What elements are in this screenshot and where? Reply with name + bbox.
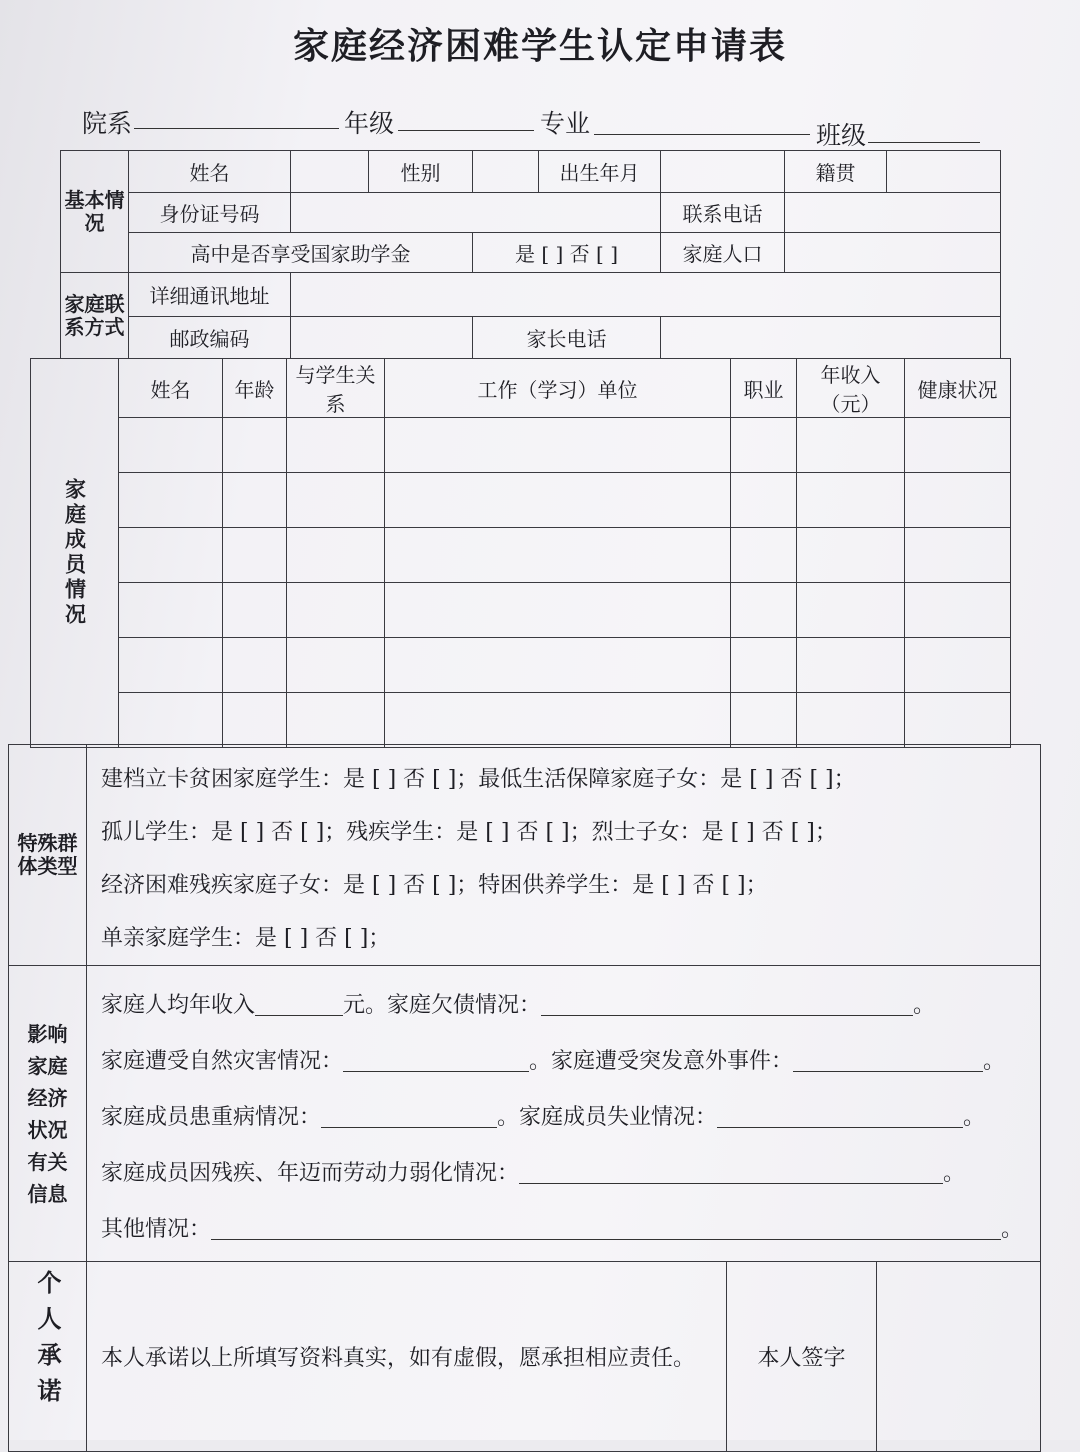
special-line[interactable]: 单亲家庭学生：是 [ ] 否 [ ]；	[101, 926, 391, 951]
major-field[interactable]	[594, 134, 810, 135]
major-label: 专业	[540, 109, 591, 138]
grade-label: 年级	[344, 109, 395, 138]
id-cell[interactable]	[291, 193, 661, 233]
grant-question: 高中是否享受国家助学金	[129, 233, 473, 273]
name-cell[interactable]	[291, 151, 369, 193]
disaster-field[interactable]	[343, 1047, 529, 1072]
dept-field[interactable]	[134, 128, 339, 129]
signature-label: 本人签字	[727, 1262, 877, 1452]
address-cell[interactable]	[291, 273, 1001, 317]
col-name: 姓名	[119, 359, 223, 418]
col-age: 年龄	[223, 359, 287, 418]
table-row[interactable]	[31, 693, 1011, 748]
pledge-text-cell	[87, 1262, 727, 1452]
form-title: 家庭经济困难学生认定申请表	[292, 25, 787, 67]
other-field[interactable]	[211, 1215, 1001, 1240]
economic-section-label: 影响家庭经济状况有关信息	[9, 966, 87, 1262]
table-row[interactable]	[31, 418, 1011, 473]
debt-field[interactable]	[541, 991, 913, 1016]
disaster-label: 家庭遭受自然灾害情况：	[101, 1049, 344, 1074]
yuan-label: 元。	[343, 993, 388, 1018]
accident-field[interactable]	[793, 1047, 983, 1072]
pledge-text: 本人承诺以上所填写资料真实，如有虚假，愿承担相应责任。	[101, 1346, 696, 1371]
members-section-label: 家庭成员情况	[31, 359, 119, 748]
disabled-field[interactable]	[519, 1159, 943, 1184]
gender-cell[interactable]	[473, 151, 539, 193]
unemployed-field[interactable]	[717, 1103, 963, 1128]
disabled-label: 家庭成员因残疾、年迈而劳动力弱化情况：	[101, 1161, 520, 1186]
native-cell[interactable]	[887, 151, 1001, 193]
class-label: 班级	[816, 121, 867, 150]
parent-phone-cell[interactable]	[661, 317, 1001, 359]
other-label: 其他情况：	[101, 1217, 212, 1242]
lower-table	[8, 744, 1041, 1452]
birth-cell[interactable]	[661, 151, 785, 193]
unemployed-label: 。家庭成员失业情况：	[497, 1105, 718, 1130]
phone-cell[interactable]	[785, 193, 1001, 233]
illness-field[interactable]	[321, 1103, 497, 1128]
native-label: 籍贯	[785, 151, 887, 193]
col-relation: 与学生关系	[287, 359, 385, 418]
gender-label: 性别	[369, 151, 473, 193]
dept-label: 院系	[82, 109, 133, 138]
contact-section-label: 家庭联系方式	[61, 273, 129, 359]
postcode-label: 邮政编码	[129, 317, 291, 359]
postcode-cell[interactable]	[291, 317, 473, 359]
col-workplace: 工作（学习）单位	[385, 359, 731, 418]
special-line[interactable]: 孤儿学生：是 [ ] 否 [ ]；残疾学生：是 [ ] 否 [ ]；烈士子女：是 [ ] 否 [ ]；	[101, 820, 837, 845]
special-line[interactable]: 经济困难残疾家庭子女：是 [ ] 否 [ ]；特困供养学生：是 [ ] 否 [ ]；	[101, 873, 768, 898]
phone-label: 联系电话	[661, 193, 785, 233]
address-label: 详细通讯地址	[129, 273, 291, 317]
col-occupation: 职业	[731, 359, 797, 418]
income-label: 家庭人均年收入	[101, 993, 256, 1018]
col-income: 年收入（元）	[797, 359, 905, 418]
class-field[interactable]	[868, 142, 980, 143]
accident-label: 。家庭遭受突发意外事件：	[529, 1049, 794, 1074]
economic-info: 家庭人均年收入 元。家庭欠债情况： 。 家庭遭受自然灾害情况： 。家庭遭受突发意外事件： 。 家庭成员患重病情况： 。家庭成员失业情况： 。 家庭成员因残疾、年迈而劳动力弱化情况： 。 其他情况： 。	[87, 966, 1041, 1262]
members-table	[30, 358, 1011, 748]
family-size-cell[interactable]	[785, 233, 1001, 273]
parent-phone-label: 家长电话	[473, 317, 661, 359]
debt-label: 家庭欠债情况：	[387, 993, 542, 1018]
basic-section-label: 基本情况	[61, 151, 129, 273]
special-line[interactable]: 建档立卡贫困家庭学生：是 [ ] 否 [ ]；最低生活保障家庭子女：是 [ ] 否 [ ]；	[101, 767, 856, 792]
table-row[interactable]	[31, 528, 1011, 583]
col-health: 健康状况	[905, 359, 1011, 418]
special-section-label: 特殊群体类型	[9, 745, 87, 966]
family-size-label: 家庭人口	[661, 233, 785, 273]
pledge-section-label: 个人承诺	[9, 1262, 87, 1452]
birth-label: 出生年月	[539, 151, 661, 193]
table-row[interactable]	[31, 583, 1011, 638]
table-row[interactable]	[31, 638, 1011, 693]
grant-options[interactable]: 是 [ ] 否 [ ]	[473, 233, 661, 273]
id-label: 身份证号码	[129, 193, 291, 233]
special-groups	[87, 745, 1041, 966]
illness-label: 家庭成员患重病情况：	[101, 1105, 322, 1130]
signature-cell[interactable]	[877, 1262, 1041, 1452]
name-label: 姓名	[129, 151, 291, 193]
grade-field[interactable]	[398, 130, 534, 131]
income-field[interactable]	[255, 991, 343, 1016]
table-row[interactable]	[31, 473, 1011, 528]
basic-info-table	[60, 150, 1001, 359]
